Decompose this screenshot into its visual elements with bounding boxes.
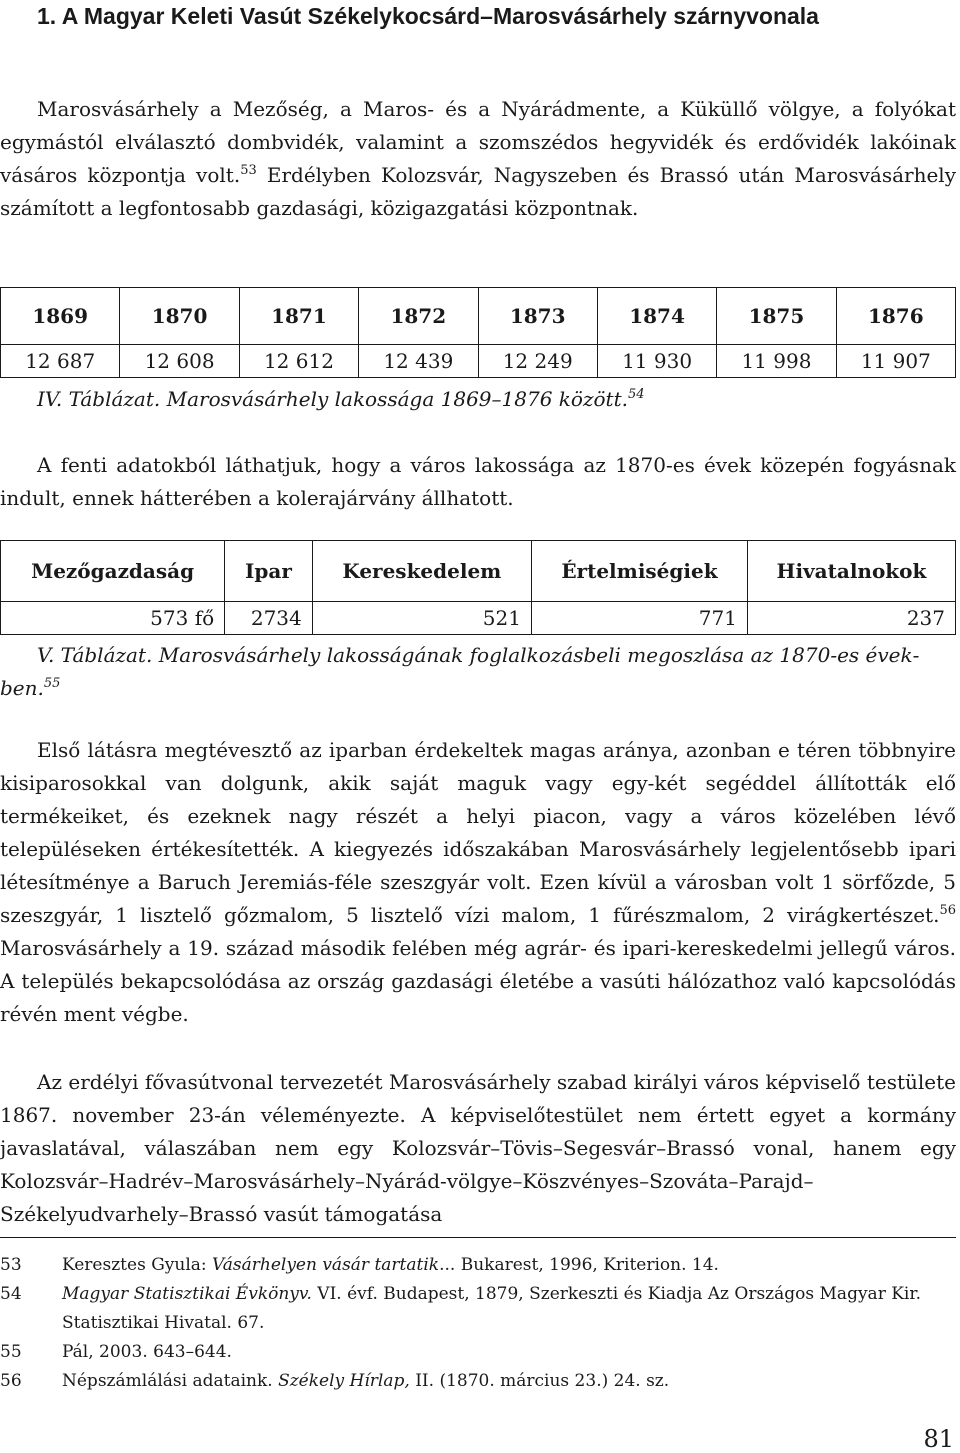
- footnote: [0, 1367, 960, 1396]
- footnote-source: ... Bukarest, 1996, Kriterion. 14.: [439, 1255, 719, 1275]
- footnote-author: Keresztes Gyula:: [62, 1255, 213, 1275]
- table-header-row: [1, 288, 956, 345]
- footnote: [0, 1280, 960, 1338]
- column-header: Kereskedelem: [312, 541, 531, 602]
- footnote: [0, 1338, 960, 1367]
- caption-text: IV. Táblázat. Marosvásárhely lakossága 1869–1876 között.: [37, 387, 628, 411]
- footnote-ref-56[interactable]: 56: [939, 903, 956, 918]
- paragraph-text: Marosvásárhely a 19. század második felében még agrár- és ipari-kereskedelmi jellegű város. A település bekapcsolódása az ország gazdasági életébe a vasúti hálózathoz való kapcsolódás révén ment végbe.: [0, 936, 956, 1026]
- footnote-text: [62, 1338, 960, 1367]
- footnote-ref-55[interactable]: 55: [43, 676, 61, 691]
- column-header: Hivatalnokok: [747, 541, 955, 602]
- year-cell: 1874: [597, 288, 716, 345]
- column-header: Mezőgazdaság: [1, 541, 225, 602]
- year-cell: 1875: [717, 288, 836, 345]
- footnote-number: 53: [0, 1255, 22, 1275]
- paragraph-text: Első látásra megtévesztő az iparban érdekeltek magas aránya, azonban e téren többnyire kisiparosokkal van dolgunk, akik saját maguk vagy egy-két segéddel állították elő termékeiket, és ezeknek nagy részét a helyi piacon, vagy a város közelében lévő településeken értékesítették. A kiegyezés időszakában Marosvásárhely legjelentősebb ipari létesítménye a Baruch Jeremiás-féle szeszgyár volt. Ezen kívül a városban volt 1 sörfőzde, 5 szeszgyár, 1 lisztelő gőzmalom, 5 lisztelő vízi malom, 1 fűrészmalom, 2 virágkertészet.: [0, 738, 956, 927]
- year-cell: 1872: [359, 288, 478, 345]
- population-cell: 11 907: [836, 345, 955, 378]
- paragraph-text: Marosvásárhely a Mezőség, a Maros- és a Nyárádmente, a Küküllő völgye, a folyókat egymástól elválasztó dombvidék, valamint a szomszédos hegyvidék és erdővidék lakóinak vásáros központja volt.: [0, 97, 956, 187]
- footnote-text: [62, 1280, 960, 1338]
- section-heading: 1. A Magyar Keleti Vasút Székelykocsárd–Marosvásárhely szárnyvonala: [37, 3, 819, 29]
- footnote-source: II. (1870. március 23.) 24. sz.: [409, 1371, 670, 1391]
- table-cell: 2734: [225, 602, 313, 635]
- footnote-author: Népszámlálási adataink.: [62, 1371, 279, 1391]
- footnote-title: Vásárhelyen vásár tartatik: [212, 1255, 440, 1275]
- footnote-number: 56: [0, 1371, 22, 1391]
- population-cell: 12 249: [478, 345, 597, 378]
- paragraph-industry: [0, 734, 956, 1031]
- year-cell: 1871: [239, 288, 358, 345]
- footnote-text: [62, 1367, 960, 1396]
- caption-text: V. Táblázat. Marosvásárhely lakosságának foglalkozásbeli megoszlása az 1870-es években.: [0, 643, 920, 700]
- table-cell: 521: [312, 602, 531, 635]
- column-header: Értelmiségiek: [531, 541, 747, 602]
- footnote-divider: [0, 1237, 956, 1238]
- footnote-number: 55: [0, 1342, 22, 1362]
- footnote-title: Magyar Statisztikai Évkönyv.: [62, 1284, 312, 1304]
- table-caption: [0, 639, 956, 705]
- paragraph-population: A fenti adatokból láthatjuk, hogy a város lakossága az 1870-es évek közepén fogyásnak indult, ennek hátterében a kolerajárvány állhatott.: [0, 453, 956, 510]
- population-table: [0, 287, 956, 378]
- footnotes: [0, 1251, 960, 1396]
- table-row: [1, 345, 956, 378]
- paragraph-railway: Az erdélyi fővasútvonal tervezetét Marosvásárhely szabad királyi város képviselő testülete 1867. november 23-án véleményezte. A képviselőtestület nem értett egyet a kormány javaslatával, válaszában nem egy Kolozsvár–Tövis–Segesvár–Brassó vonal, hanem egy Kolozsvár–Hadrév–Marosvásárhely–Nyárád-völgye–Köszvényes–Szováta–Parajd–Székelyudvarhely–Brassó vasút támogatása: [0, 1070, 956, 1226]
- population-cell: 12 612: [239, 345, 358, 378]
- column-header: Ipar: [225, 541, 313, 602]
- paragraph-intro: [0, 93, 956, 225]
- footnote-ref-54[interactable]: 54: [627, 387, 645, 402]
- table-header-row: [1, 541, 956, 602]
- year-cell: 1873: [478, 288, 597, 345]
- year-cell: 1869: [1, 288, 120, 345]
- footnote-ref-53[interactable]: 53: [240, 163, 257, 178]
- footnote-source: VI. évf. Budapest, 1879, Szerkeszti és Kiadja Az Országos Magyar Kir. Statisztikai Hivatal. 67.: [62, 1284, 922, 1333]
- table-cell: 771: [531, 602, 747, 635]
- table-caption: [37, 383, 957, 416]
- page-number: 81: [923, 1425, 954, 1453]
- table-cell: 237: [747, 602, 955, 635]
- population-cell: 12 687: [1, 345, 120, 378]
- footnote-author: Pál, 2003. 643–644.: [62, 1342, 232, 1362]
- footnote: [0, 1251, 960, 1280]
- population-cell: 11 998: [717, 345, 836, 378]
- year-cell: 1870: [120, 288, 239, 345]
- footnote-number: 54: [0, 1284, 22, 1304]
- occupation-table: [0, 540, 956, 635]
- footnote-title: Székely Hírlap,: [278, 1371, 410, 1391]
- year-cell: 1876: [836, 288, 955, 345]
- population-cell: 12 439: [359, 345, 478, 378]
- table-row: [1, 602, 956, 635]
- paragraph-text: Erdélyben Kolozsvár, Nagyszeben és Brassó után Marosvásárhely számított a legfontosabb gazdasági, közigazgatási központnak.: [0, 163, 956, 220]
- footnote-text: [62, 1251, 960, 1280]
- population-cell: 12 608: [120, 345, 239, 378]
- table-cell: 573 fő: [1, 602, 225, 635]
- population-cell: 11 930: [597, 345, 716, 378]
